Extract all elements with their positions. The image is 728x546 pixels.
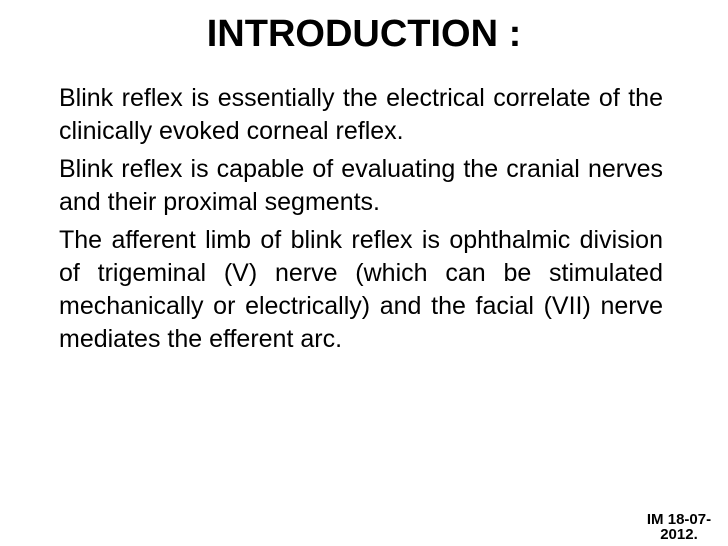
footer-note: IM 18-07-2012.	[646, 511, 712, 543]
paragraph-2: Blink reflex is capable of evaluating the cranial nerves and their proximal segments.	[59, 155, 663, 216]
paragraph-1: Blink reflex is essentially the electrical correlate of the clinically evoked corneal reflex.	[59, 84, 663, 145]
paragraph-3: The afferent limb of blink reflex is ophthalmic division of trigeminal (V) nerve (which can be stimulated mechanically or electrically) and the facial (VII) nerve mediates the efferent arc.	[59, 226, 663, 353]
slide-body	[59, 82, 663, 361]
slide-title: INTRODUCTION :	[206, 13, 522, 55]
